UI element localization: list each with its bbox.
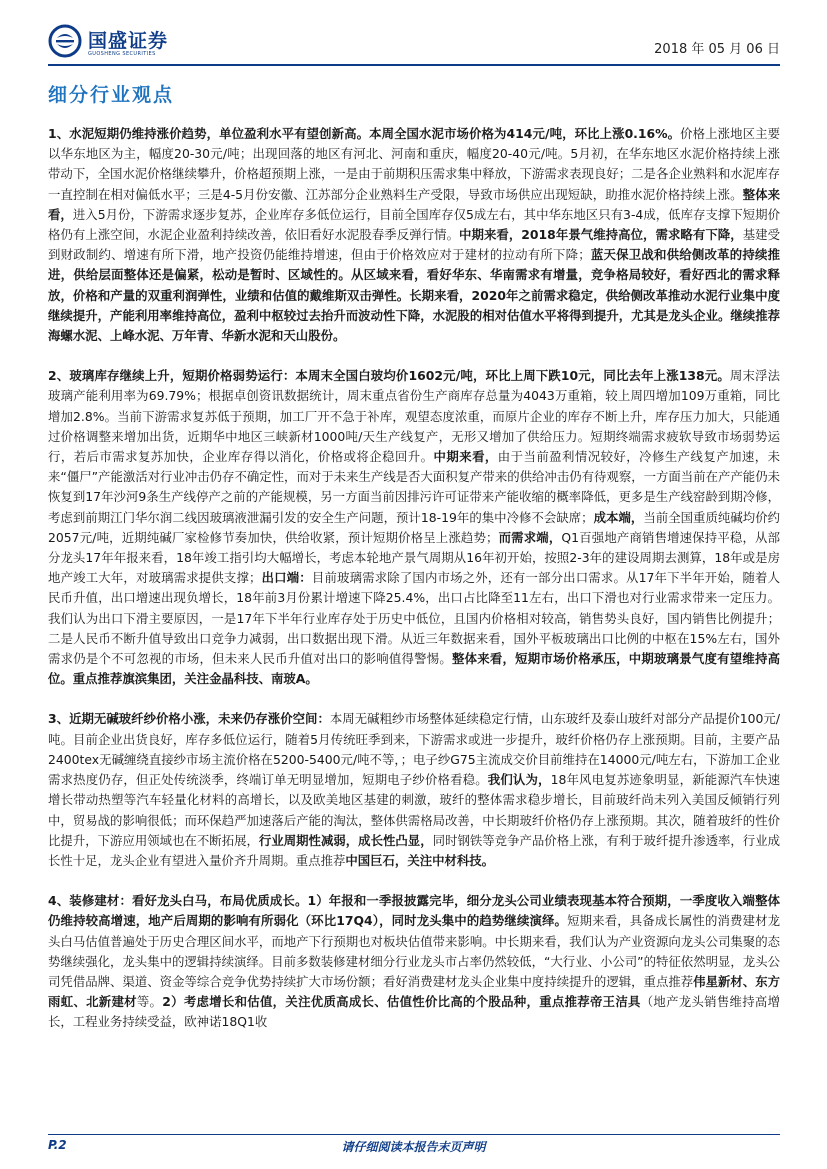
paragraph-segment: 出口端： [261, 570, 312, 586]
company-name-en: GUOSHENG SECURITIES [88, 51, 156, 57]
paragraph-segment: 中期来看，2018年景气维持高位，需求略有下降， [459, 227, 743, 243]
paragraph-segment: 中国巨石，关注中材科技。 [345, 852, 495, 868]
paragraph-segment: 当前全国重质纯碱均价约2057元/吨，近期纯碱厂家检修节奏加快，供给收紧，预计短期价格呈上涨趋势； [48, 509, 781, 545]
header-rule [48, 64, 780, 66]
paragraph-3 [48, 709, 780, 871]
company-name: 国盛证券 [88, 30, 169, 52]
paragraph-segment: 4、装修建材：看好龙头白马，布局优质成长。1）年报和一季报披露完毕，细分龙头公司业绩表现基本符合预期，一季度收入端整体仍维持较高增速，地产后周期的影响有所弱化（环比17Q4），同时龙头集中的趋势继续演绎。 [48, 893, 780, 929]
paragraph-segment: 整体来看， [48, 186, 780, 222]
paragraph-4 [48, 891, 780, 1032]
paragraph-segment: 短期来看，具备成长属性的消费建材龙头白马估值普遍处于历史合理区间水平，而地产下行预期也对板块估值带来影响。中长期来看，我们认为产业资源向龙头公司集聚的态势继续强化，龙头集中的逻辑持续演绎。目前多数装修建材细分行业龙头市占率仍然较低，“大行业、小公司”的特征依然明显，龙头公司凭借品牌、渠道、资金等综合竞争优势持续扩大市场份额；看好消费建材龙头企业集中度持续提升的逻辑，重点推荐 [48, 913, 780, 989]
paragraph-segment: 整体来看，短期市场价格承压，中期玻璃景气度有望维持高位。重点推荐旗滨集团，关注金晶科技、南玻A。 [48, 651, 781, 687]
section-title: 细分行业观点 [48, 84, 175, 106]
footer-rule [48, 1134, 780, 1135]
paragraph-segment: 由于当前盈利情况较好，冷修生产线复产加速，未来“僵尸”产能激活对行业冲击仍存不确定性，而对于未来生产线是否大面积复产带来的供给冲击仍有待观察，一方面当前在产产能仍未恢复到17年沙河9条生产线停产之前的产能规模，另一方面当前因排污许可证带来产能收缩的概率降低，更多是生产线窑龄到期冷修，考虑到前期江门华尔润二线因玻璃液泄漏引发的安全生产问题，预计18-19年的集中冷修不会缺席； [48, 449, 781, 525]
paragraph-segment: 18年风电复苏迹象明显，新能源汽车快速增长带动热塑等汽车轻量化材料的高增长，以及欧美地区基建的刺激，玻纤的整体需求稳步增长，目前玻纤尚未列入美国反倾销行列中，贸易战的影响很低；而环保趋严加速落后产能的淘汰，整体供需格局改善，中长期玻纤价格仍存上涨预期。其次，随着玻纤的性价比提升，下游应用领域也在不断拓展， [48, 772, 781, 848]
paragraph-segment: 价格上涨地区主要以华东地区为主，幅度20-30元/吨；出现回落的地区有河北、河南和重庆，幅度20-40元/吨。5月初，在华东地区水泥价格持续上涨带动下，全国水泥价格继续攀升，价格超预期上涨，一是由于前期积压需求集中释放，下游需求表现良好；二是各企业熟料和水泥库存一直控制在相对偏低水平；三是4-5月份安徽、江苏部分企业熟料生产受限，导致市场供应出现短缺，助推水泥价格持续上涨。 [48, 126, 781, 202]
paragraph-segment: 伟星新材、东方雨虹、北新建材 [48, 973, 781, 1010]
report-date: 2018 年 05 月 06 日 [654, 42, 780, 57]
paragraph-segment: 本周无碱粗纱市场整体延续稳定行情，山东玻纤及泰山玻纤对部分产品提价100元/吨。目前企业出货良好，库存多低位运行，随着5月传统旺季到来，下游需求或进一步提升，玻纤价格仍存上涨预期。目前，主要产品2400tex无碱缠绕直接纱市场主流价格在5200-5400元/吨不等，；电子纱G75主流成交价目前维持在14000元/吨左右，下游加工企业需求热度仍存，但正处传统淡季，终端订单无明显增加，短期电子纱价格看稳。 [48, 711, 781, 788]
paragraph-segment: Q1百强地产商销售增速保持平稳，从部分龙头17年年报来看，18年竣工指引均大幅增长，考虑本轮地产景气周期从16年初开始，按照2-3年的建设周期去测算，18年或是房地产竣工大年，对玻璃需求提供支撑； [48, 529, 781, 586]
page-header [48, 24, 780, 64]
paragraph-segment: 3、近期无碱玻纤纱价格小涨，未来仍存涨价空间： [48, 711, 330, 727]
paragraph-segment: 同时钢铁等竞争产品价格上涨，有利于玻纤提升渗透率，行业成长性十足，龙头企业有望进入量价齐升周期。重点推荐 [48, 832, 781, 868]
paragraph-segment: 成本端， [593, 509, 644, 525]
paragraph-segment: 2、玻璃库存继续上升，短期价格弱势运行：本周末全国白玻均价1602元/吨，环比上周下跌10元，同比去年上涨138元。 [48, 368, 730, 384]
paragraph-segment: 中期来看， [433, 449, 498, 465]
paragraph-segment: 我们认为， [487, 772, 551, 788]
paragraph-segment: 周末浮法玻璃产能利用率为69.79%；根据卓创资讯数据统计，周末重点省份生产商库存总量为4043万重箱，较上周四增加109万重箱，同比增加2.8%。当前下游需求复苏低于预期，加工厂开不急于补库，观望态度浓重，而原片企业的库存不断上升，库存压力加大，只能通过价格调整来增加出货，近期华中地区三峡新材1000吨/天生产线复产，无形又增加了供给压力。短期终端需求疲软导致市场弱势运行，若后市需求复苏加快，企业库存得以消化，价格或将企稳回升。 [48, 368, 780, 465]
paragraph-segment: 1、水泥短期仍维持涨价趋势，单位盈利水平有望创新高。本周全国水泥市场价格为414元/吨，环比上涨0.16%。 [48, 126, 681, 141]
guosheng-logo-icon [48, 24, 82, 58]
paragraph-segment: 等。 [136, 994, 163, 1010]
paragraph-segment: 而需求端， [498, 529, 562, 545]
paragraph-segment: 进入5月份，下游需求逐步复苏，企业库存多低位运行，目前全国库存仅5成左右，其中华东地区只有3-4成，低库存支撑下短期价格仍有上涨空间，水泥企业盈利持续改善，依旧看好水泥股春季反弹行情。 [48, 206, 780, 243]
paragraph-segment: （地产龙头销售维持高增长，工程业务持续受益，欧神诺18Q1收 [48, 994, 781, 1030]
report-body [48, 124, 780, 1053]
paragraph-segment: 蓝天保卫战和供给侧改革的持续推进，供给层面整体还是偏紧，松动是暂时、区域性的。从区域来看，看好华东、华南需求有增量，竞争格局较好，看好西北的需求释放，价格和产量的双重利润弹性，业绩和估值的戴维斯双击弹性。长期来看，2020年之前需求稳定，供给侧改革推动水泥行业集中度继续提升，产能利用率维持高位，盈利中枢较过去抬升而波动性下降，水泥股的相对估值水平将得到提升，尤其是龙头企业。继续推荐海螺水泥、上峰水泥、万年青、华新水泥和天山股份。 [48, 247, 781, 344]
paragraph-1 [48, 124, 780, 346]
page-number: P.2 [48, 1138, 67, 1152]
paragraph-segment: 2）考虑增长和估值，关注优质高成长、估值性价比高的个股品种，重点推荐帝王洁具 [162, 994, 641, 1010]
paragraph-segment: 基建受到财政制约、增速有所下滑，地产投资仍能维持增速，但由于价格效应对于建材的拉动有所下降； [48, 227, 781, 263]
footer-disclaimer: 请仔细阅读本报告末页声明 [341, 1140, 486, 1154]
paragraph-segment: 行业周期性减弱，成长性凸显， [258, 832, 433, 848]
paragraph-2 [48, 366, 780, 689]
paragraph-segment: 目前玻璃需求除了国内市场之外，还有一部分出口需求。从17年下半年开始，随着人民币升值，出口增速出现负增长，18年前3月份累计增速下降25.4%，出口占比降至11左右，出口下滑也对行业需求带来一定压力。我们认为出口下滑主要原因，一是17年下半年行业库存处于历史中低位，且国内价格相对较高，销售势头良好，国内销售比例提升；二是人民币不断升值导致出口竞争力减弱，出口数据出现下滑。从近三年数据来看，国外平板玻璃出口比例的中枢在15%左右，国外需求仍是个不可忽视的市场，但未来人民币升值对出口的影响值得警惕。 [48, 570, 780, 667]
